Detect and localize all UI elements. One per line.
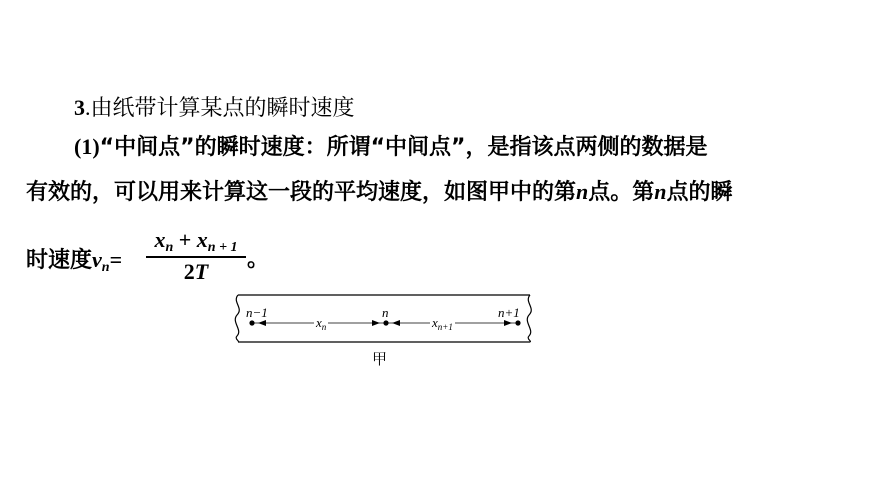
- arrowhead-right-1: [372, 320, 380, 326]
- tape-right-tear: [527, 295, 531, 342]
- tape-left-tear: [235, 295, 239, 342]
- section-heading: [74, 93, 355, 124]
- arrowhead-left-2: [392, 320, 400, 326]
- arrowhead-left-1: [258, 320, 266, 326]
- den-number: 2: [183, 259, 195, 284]
- item-label: (1): [74, 134, 100, 159]
- velocity-sub: n: [101, 260, 110, 275]
- segment-xn-var: x: [316, 315, 322, 330]
- line2-text-b: 点。第: [588, 180, 655, 205]
- line2-var-n-b: n: [654, 179, 667, 204]
- segment-xn-sub: n: [321, 322, 327, 332]
- line1-text: “中间点”的瞬时速度：所谓“中间点”，是指该点两侧的数据是: [99, 135, 708, 160]
- line2-var-n-a: n: [576, 179, 589, 204]
- paper-tape-diagram: [228, 292, 538, 348]
- velocity-var: v: [92, 247, 102, 272]
- paragraph-line-3: [26, 245, 122, 283]
- num-x2: x: [196, 227, 208, 252]
- heading-separator: .: [85, 95, 91, 120]
- segment-xn-label: [314, 316, 328, 334]
- line3-prefix: 时速度: [26, 248, 93, 273]
- equals-sign: =: [109, 247, 123, 272]
- heading-number: 3: [74, 95, 85, 120]
- segment-xn1-var: x: [432, 315, 438, 330]
- point-n-plus-1: [515, 320, 520, 325]
- paragraph-line-1: [74, 132, 708, 163]
- label-n-minus-1: n−1: [246, 305, 268, 320]
- arrowhead-right-2: [504, 320, 512, 326]
- label-n-plus-1: n+1: [498, 305, 520, 320]
- line2-text-c: 点的瞬: [666, 180, 733, 205]
- num-x1: x: [154, 227, 166, 252]
- heading-text: 由纸带计算某点的瞬时速度: [90, 96, 355, 121]
- point-n-minus-1: [249, 320, 254, 325]
- num-plus: +: [173, 227, 197, 252]
- label-n: n: [382, 305, 389, 320]
- den-var: T: [194, 259, 209, 284]
- point-n: [383, 320, 388, 325]
- velocity-formula: [146, 227, 246, 287]
- num-sub2: n + 1: [207, 240, 238, 255]
- line2-text-a: 有效的，可以用来计算这一段的平均速度，如图甲中的第: [26, 180, 577, 205]
- formula-period: 。: [247, 247, 270, 272]
- figure-caption: 甲: [372, 350, 388, 368]
- num-sub1: n: [165, 240, 174, 255]
- tape-svg: [228, 292, 538, 348]
- fraction-denominator: [146, 258, 246, 286]
- paragraph-line-2: [26, 177, 733, 208]
- segment-xn1-sub: n+1: [437, 322, 453, 332]
- segment-xn1-label: [430, 316, 455, 334]
